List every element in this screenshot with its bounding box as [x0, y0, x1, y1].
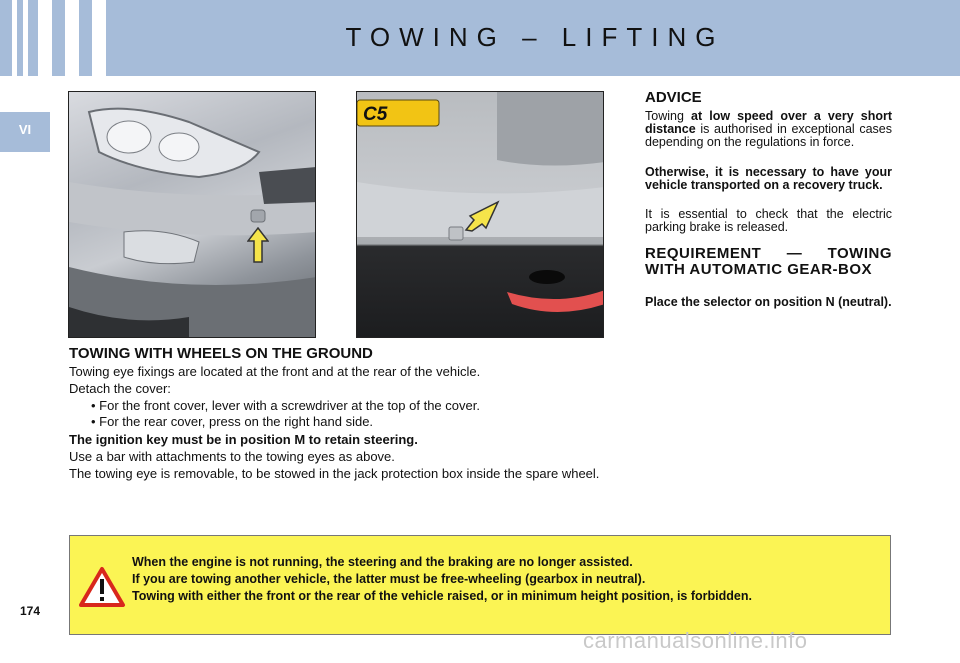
page-title: TOWING – LIFTING [345, 22, 725, 52]
sidebar [0, 76, 50, 663]
front-bumper-illustration [69, 92, 316, 338]
header-stripe [38, 0, 52, 76]
warning-line: If you are towing another vehicle, the latter must be free-wheeling (gearbox in neutral). [132, 572, 646, 586]
towing-bullet: • For the rear cover, press on the right hand side. [91, 414, 374, 429]
towing-paragraph: Detach the cover: [69, 381, 171, 396]
section-tab-label: VI [18, 122, 32, 137]
header-stripe [12, 0, 17, 76]
rear-bumper-photo [356, 91, 604, 338]
advice-recovery-note: Otherwise, it is necessary to have your vehicle transported on a recovery truck. [645, 165, 892, 192]
towing-bullet: • For the front cover, lever with a screwdriver at the top of the cover. [91, 398, 480, 413]
towing-ignition-note: The ignition key must be in position M to retain steering. [69, 432, 418, 447]
warning-box [69, 535, 891, 635]
page-number: 174 [20, 604, 41, 618]
license-plate-text: C5 [363, 104, 388, 125]
yellow-arrow-diagonal-icon [464, 200, 500, 232]
advice-emphasis: at low speed over a very short distance [645, 109, 892, 136]
advice-paragraph [645, 110, 892, 149]
towing-paragraph: Towing eye fixings are located at the front and at the rear of the vehicle. [69, 364, 481, 379]
header-stripe [92, 0, 106, 76]
watermark: carmanualsonline.info [583, 628, 808, 653]
advice-paragraph: It is essential to check that the electric parking brake is released. [645, 207, 892, 234]
towing-paragraph: Use a bar with attachments to the towing eyes as above. [69, 449, 395, 464]
warning-triangle-icon [78, 566, 126, 608]
requirement-text: Place the selector on position N (neutral). [645, 295, 892, 309]
front-bumper-photo [68, 91, 316, 338]
section-tab[interactable] [0, 112, 50, 152]
towing-heading: TOWING WITH WHEELS ON THE GROUND [69, 345, 373, 362]
advice-text: is authorised in exceptional cases depending on the regulations in force. [645, 122, 892, 149]
advice-text: Towing [645, 109, 692, 123]
warning-line: When the engine is not running, the steering and the braking are no longer assisted. [132, 555, 633, 569]
warning-line: Towing with either the front or the rear of the vehicle raised, or in minimum height position, is forbidden. [132, 589, 752, 603]
requirement-heading: REQUIREMENT — TOWING WITH AUTOMATIC GEAR-BOX [645, 245, 892, 278]
advice-heading: ADVICE [645, 89, 702, 106]
header-stripe [65, 0, 79, 76]
page-header [0, 0, 960, 76]
towing-paragraph: The towing eye is removable, to be stowed in the jack protection box inside the spare wheel. [69, 466, 600, 481]
yellow-arrow-up-icon [247, 227, 269, 263]
header-stripe [23, 0, 28, 76]
